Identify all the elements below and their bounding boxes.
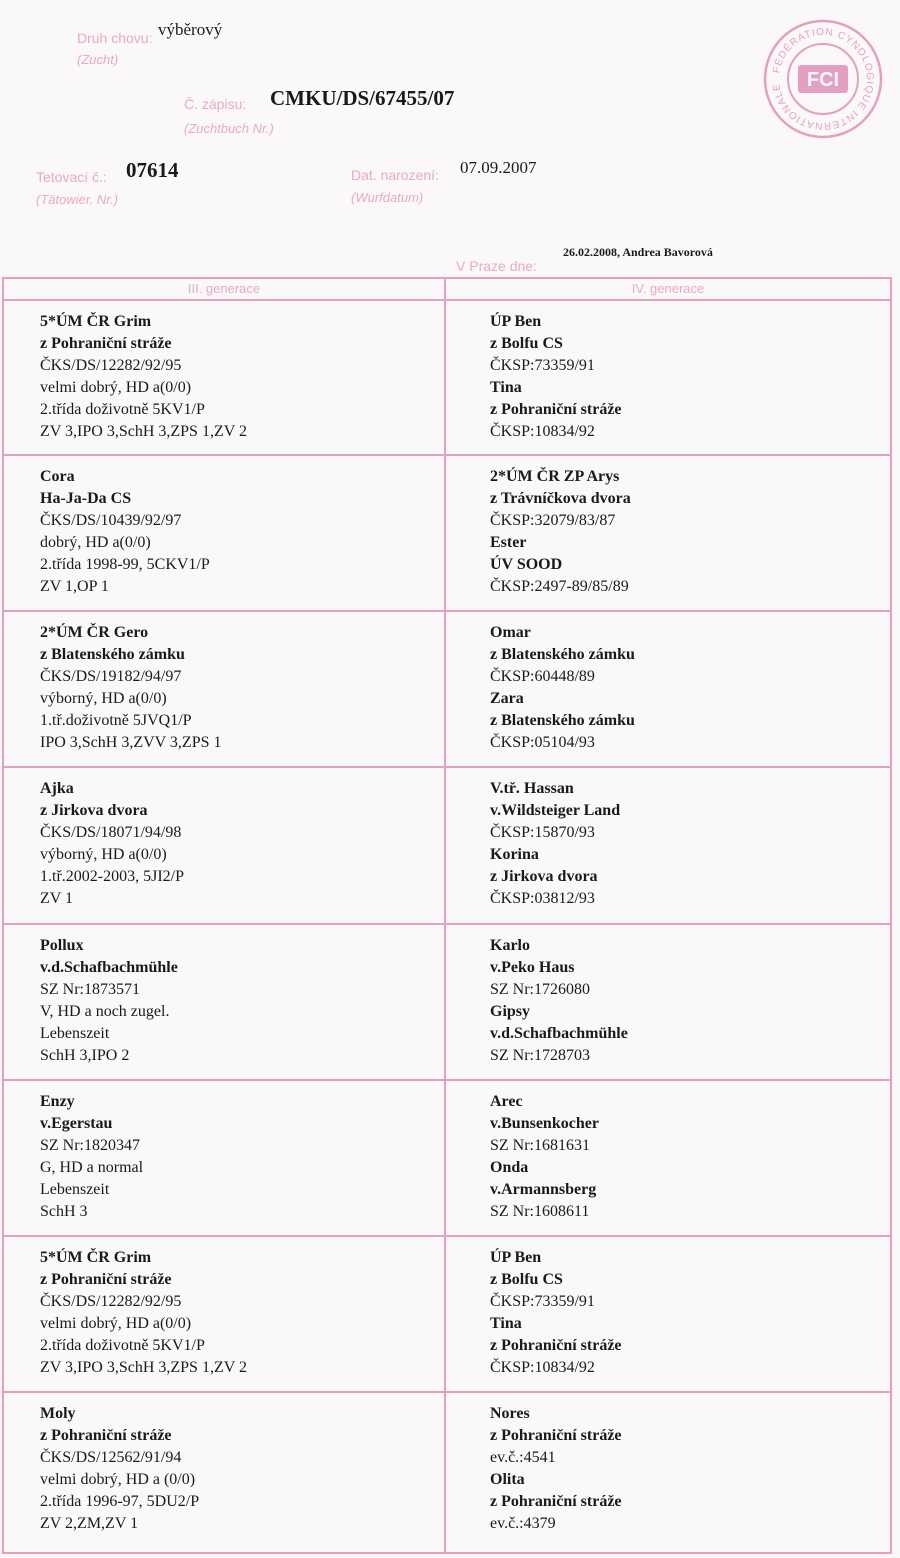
breed-type-label: Druh chovu:: [77, 30, 153, 46]
dog-detail-line: ZV 3,IPO 3,SchH 3,ZPS 1,ZV 2: [40, 1359, 247, 1376]
dog-detail-line: výborný, HD a(0/0): [40, 846, 167, 863]
birth-label: Dat. narození:: [351, 167, 439, 183]
dog-name-line: Cora: [40, 468, 75, 485]
gen4-entry: [490, 311, 622, 443]
gen3-entry: [40, 1091, 143, 1223]
dog-name-line: z Pohraniční stráže: [490, 401, 622, 418]
column-header-gen4: IV. generace: [631, 281, 705, 296]
row-divider: [4, 610, 890, 612]
dog-detail-line: Lebenszeit: [40, 1181, 110, 1198]
header-divider: [4, 299, 890, 301]
gen4-entry: [490, 622, 635, 754]
dog-detail-line: ČKSP:32079/83/87: [490, 512, 616, 529]
dog-detail-line: ČKSP:10834/92: [490, 423, 595, 440]
gen3-entry: [40, 778, 184, 910]
dog-name-line: Ha-Ja-Da CS: [40, 490, 132, 507]
dog-detail-line: SchH 3,IPO 2: [40, 1047, 130, 1064]
dog-name-line: Arec: [490, 1093, 523, 1110]
gen4-entry: [490, 1091, 599, 1223]
dog-detail-line: ZV 1: [40, 890, 74, 907]
column-header-gen3: III. generace: [187, 281, 261, 296]
dog-name-line: v.Egerstau: [40, 1115, 113, 1132]
dog-detail-line: SZ Nr:1726080: [490, 981, 590, 998]
dog-name-line: z Pohraniční stráže: [40, 1427, 172, 1444]
dog-name-line: v.Wildsteiger Land: [490, 802, 621, 819]
dog-name-line: v.d.Schafbachmühle: [40, 959, 178, 976]
dog-name-line: z Jirkova dvora: [490, 868, 598, 885]
gen4-entry: [490, 466, 631, 598]
dog-detail-line: SchH 3: [40, 1203, 88, 1220]
dog-detail-line: SZ Nr:1820347: [40, 1137, 140, 1154]
dog-name-line: v.Bunsenkocher: [490, 1115, 599, 1132]
dog-name-line: Gipsy: [490, 1003, 531, 1020]
dog-name-line: Nores: [490, 1405, 530, 1422]
dog-detail-line: ČKS/DS/12282/92/95: [40, 1293, 182, 1310]
fci-seal: [762, 18, 884, 140]
dog-detail-line: výborný, HD a(0/0): [40, 690, 167, 707]
dog-name-line: z Blatenského zámku: [490, 646, 635, 663]
dog-name-line: V.tř. Hassan: [490, 780, 574, 797]
dog-detail-line: velmi dobrý, HD a (0/0): [40, 1471, 196, 1488]
dog-name-line: z Blatenského zámku: [490, 712, 635, 729]
dog-detail-line: V, HD a noch zugel.: [40, 1003, 170, 1020]
dog-name-line: z Pohraniční stráže: [490, 1493, 622, 1510]
dog-name-line: Korina: [490, 846, 539, 863]
birth-value: 07.09.2007: [460, 158, 537, 177]
dog-detail-line: ČKS/DS/10439/92/97: [40, 512, 182, 529]
dog-detail-line: velmi dobrý, HD a(0/0): [40, 379, 192, 396]
registry-label: Č. zápisu:: [184, 96, 247, 112]
row-divider: [4, 454, 890, 456]
dog-detail-line: IPO 3,SchH 3,ZVV 3,ZPS 1: [40, 734, 222, 751]
dog-detail-line: ČKS/DS/19182/94/97: [40, 668, 182, 685]
seal-center-text: FCI: [806, 69, 840, 91]
dog-name-line: z Bolfu CS: [490, 335, 563, 352]
gen3-entry: [40, 935, 178, 1067]
dog-name-line: z Jirkova dvora: [40, 802, 148, 819]
dog-detail-line: ČKSP:05104/93: [490, 734, 595, 751]
dog-name-line: 2*ÚM ČR Gero: [40, 624, 149, 641]
gen3-entry: [40, 311, 247, 443]
dog-detail-line: 2.třída 1996-97, 5DU2/P: [40, 1493, 200, 1510]
dog-name-line: z Pohraniční stráže: [490, 1337, 622, 1354]
gen3-entry: [40, 1403, 199, 1535]
dog-name-line: Tina: [490, 379, 522, 396]
dog-detail-line: SZ Nr:1681631: [490, 1137, 590, 1154]
dog-name-line: 2*ÚM ČR ZP Arys: [490, 468, 620, 485]
dog-name-line: Enzy: [40, 1093, 75, 1110]
dog-detail-line: ČKSP:15870/93: [490, 824, 595, 841]
tattoo-label-de: (Tätowier. Nr.): [36, 192, 119, 207]
dog-name-line: Tina: [490, 1315, 522, 1332]
dog-detail-line: SZ Nr:1728703: [490, 1047, 590, 1064]
place-date-value: 26.02.2008, Andrea Bavorová: [563, 245, 713, 259]
gen3-entry: [40, 622, 222, 754]
dog-name-line: Pollux: [40, 937, 84, 954]
dog-detail-line: ČKSP:2497-89/85/89: [490, 578, 629, 595]
dog-detail-line: ČKSP:73359/91: [490, 357, 595, 374]
dog-detail-line: ČKSP:73359/91: [490, 1293, 595, 1310]
dog-detail-line: ZV 2,ZM,ZV 1: [40, 1515, 139, 1532]
dog-name-line: z Pohraniční stráže: [40, 335, 172, 352]
dog-detail-line: ČKS/DS/12562/91/94: [40, 1449, 182, 1466]
seal-ring-text: FÉDÉRATION CYNOLOGIQUE INTERNATIONALE: [771, 26, 876, 132]
dog-detail-line: 2.třída 1998-99, 5CKV1/P: [40, 556, 210, 573]
dog-name-line: Zara: [490, 690, 524, 707]
dog-name-line: z Blatenského zámku: [40, 646, 185, 663]
dog-name-line: Omar: [490, 624, 531, 641]
gen3-entry: [40, 466, 210, 598]
place-date-label: V Praze dne:: [456, 258, 537, 274]
dog-detail-line: velmi dobrý, HD a(0/0): [40, 1315, 192, 1332]
dog-detail-line: 1.tř.2002-2003, 5JI2/P: [40, 868, 184, 885]
dog-detail-line: ČKSP:03812/93: [490, 890, 595, 907]
dog-name-line: z Trávníčkova dvora: [490, 490, 631, 507]
dog-name-line: ÚV SOOD: [490, 556, 563, 573]
row-divider: [4, 1235, 890, 1237]
breed-type-value: výběrový: [158, 20, 223, 39]
dog-name-line: v.Armannsberg: [490, 1181, 597, 1198]
dog-detail-line: ZV 3,IPO 3,SchH 3,ZPS 1,ZV 2: [40, 423, 247, 440]
row-divider: [4, 766, 890, 768]
dog-detail-line: SZ Nr:1873571: [40, 981, 140, 998]
dog-detail-line: 1.tř.doživotně 5JVQ1/P: [40, 712, 192, 729]
tattoo-label: Tetovací č.:: [36, 169, 107, 185]
gen4-entry: [490, 1247, 622, 1379]
dog-detail-line: ČKS/DS/18071/94/98: [40, 824, 182, 841]
registry-label-de: (Zuchtbuch Nr.): [184, 121, 274, 136]
row-divider: [4, 1079, 890, 1081]
dog-detail-line: Lebenszeit: [40, 1025, 110, 1042]
dog-name-line: Onda: [490, 1159, 529, 1176]
dog-name-line: Moly: [40, 1405, 76, 1422]
gen4-entry: [490, 935, 628, 1067]
gen4-entry: [490, 1403, 622, 1535]
dog-name-line: z Bolfu CS: [490, 1271, 563, 1288]
dog-detail-line: ČKSP:10834/92: [490, 1359, 595, 1376]
dog-detail-line: ČKS/DS/12282/92/95: [40, 357, 182, 374]
tattoo-value: 07614: [126, 158, 179, 182]
dog-detail-line: ev.č.:4379: [490, 1515, 556, 1532]
dog-name-line: Ester: [490, 534, 527, 551]
dog-name-line: z Pohraniční stráže: [40, 1271, 172, 1288]
dog-detail-line: 2.třída doživotně 5KV1/P: [40, 1337, 205, 1354]
dog-detail-line: ev.č.:4541: [490, 1449, 556, 1466]
breed-type-label-de: (Zucht): [77, 52, 119, 67]
dog-detail-line: ZV 1,OP 1: [40, 578, 109, 595]
dog-name-line: v.d.Schafbachmühle: [490, 1025, 628, 1042]
dog-name-line: ÚP Ben: [490, 1249, 542, 1266]
dog-name-line: z Pohraniční stráže: [490, 1427, 622, 1444]
dog-name-line: Karlo: [490, 937, 530, 954]
birth-label-de: (Wurfdatum): [351, 190, 424, 205]
dog-detail-line: SZ Nr:1608611: [490, 1203, 590, 1220]
dog-name-line: 5*ÚM ČR Grim: [40, 313, 152, 330]
dog-name-line: ÚP Ben: [490, 313, 542, 330]
registry-value: CMKU/DS/67455/07: [270, 86, 455, 110]
dog-name-line: v.Peko Haus: [490, 959, 575, 976]
dog-detail-line: G, HD a normal: [40, 1159, 144, 1176]
dog-name-line: Olita: [490, 1471, 525, 1488]
dog-detail-line: dobrý, HD a(0/0): [40, 534, 151, 551]
gen3-entry: [40, 1247, 247, 1379]
pedigree-table: [2, 277, 892, 1554]
dog-detail-line: 2.třída doživotně 5KV1/P: [40, 401, 205, 418]
row-divider: [4, 1391, 890, 1393]
gen4-entry: [490, 778, 620, 910]
dog-name-line: 5*ÚM ČR Grim: [40, 1249, 152, 1266]
row-divider: [4, 923, 890, 925]
column-divider: [444, 279, 446, 1552]
dog-detail-line: ČKSP:60448/89: [490, 668, 595, 685]
dog-name-line: Ajka: [40, 780, 74, 797]
